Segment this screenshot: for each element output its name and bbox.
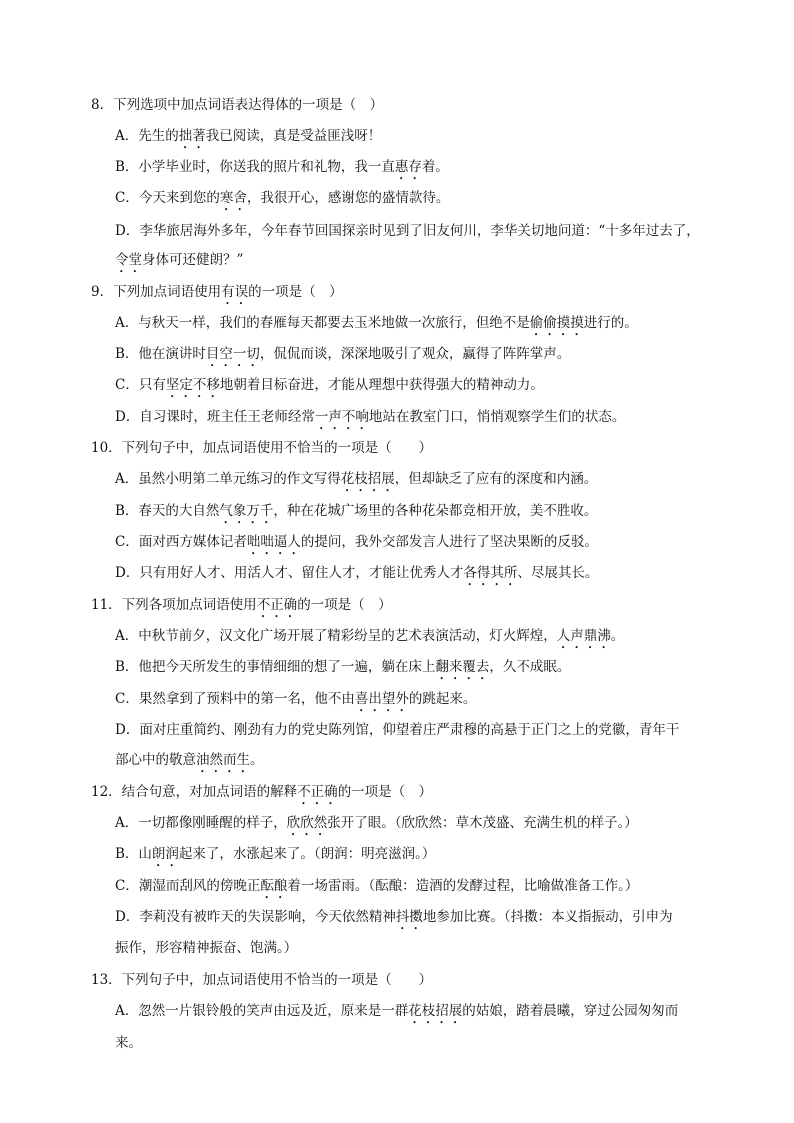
question-12-option-c: C．潮湿而刮风的傍晚正酝酿着一场雷雨。（酝酿：造酒的发酵过程，比喻做准备工作。） xyxy=(115,878,639,894)
question-13-stem: 13．下列句子中，加点词语使用不恰当的一项是（ ） xyxy=(91,972,433,988)
question-10-option-b: B．春天的大自然气象万千，种在花城广场里的各种花朵都竞相开放，美不胜收。 xyxy=(115,503,598,519)
question-8-stem: 8．下列选项中加点词语表达得体的一项是（ ） xyxy=(91,97,384,113)
question-9-option-d: D．自习课时，班主任王老师经常一声不响地站在教室门口，悄悄观察学生们的状态。 xyxy=(115,409,626,425)
question-8-option-b: B．小学毕业时，你送我的照片和礼物，我一直惠存着。 xyxy=(115,159,449,175)
question-12-option-d: D．李莉没有被昨天的失误影响，今天依然精神抖擞地参加比赛。（抖擞：本义指振动，引申为 xyxy=(115,909,673,925)
question-8-option-a: A．先生的拙著我已阅读，真是受益匪浅呀！ xyxy=(115,128,382,144)
question-9-option-a: A．与秋天一样，我们的春雁每天都要去玉米地做一次旅行，但绝不是偷偷摸摸进行的。 xyxy=(115,315,638,331)
question-11-option-d-continued: 部心中的敬意油然而生。 xyxy=(115,752,264,768)
question-8-option-c: C．今天来到您的寒舍，我很开心，感谢您的盛情款待。 xyxy=(115,190,450,206)
question-11-option-d: D．面对庄重简约、刚劲有力的党史陈列馆，仰望着庄严肃穆的高悬于正门之上的党徽，青年干 xyxy=(115,722,680,738)
question-9-option-b: B．他在演讲时目空一切，侃侃而谈，深深地吸引了观众，赢得了阵阵掌声。 xyxy=(115,346,571,362)
question-11-option-c: C．果然拿到了预料中的第一名，他不由喜出望外的跳起来。 xyxy=(115,691,477,707)
question-11-stem: 11．下列各项加点词语使用不正确的一项是（ ） xyxy=(91,597,392,613)
question-10-option-d: D．只有用好人才、用活人才、留住人才，才能让优秀人才各得其所、尽展其长。 xyxy=(115,565,599,581)
question-13-option-a-continued: 来。 xyxy=(115,1035,142,1051)
question-12-stem: 12．结合句意，对加点词语的解释不正确的一项是（ ） xyxy=(91,784,433,800)
question-12-option-a: A．一切都像刚睡醒的样子，欣欣然张开了眼。（欣欣然：草木茂盛、充满生机的样子。） xyxy=(115,815,638,831)
question-11-option-b: B．他把今天所发生的事情细细的想了一遍，躺在床上翻来覆去，久不成眠。 xyxy=(115,659,571,675)
question-11-option-a: A．中秋节前夕，汉文化广场开展了精彩纷呈的艺术表演活动，灯火辉煌，人声鼎沸。 xyxy=(115,628,625,644)
question-13-option-a: A．忽然一片银铃般的笑声由远及近，原来是一群花枝招展的姑娘，踏着晨曦，穿过公园匆匆而 xyxy=(115,1003,679,1019)
question-12-option-b: B．山朗润起来了，水涨起来了。（朗润：明亮滋润。） xyxy=(115,846,436,862)
question-10-option-a: A．虽然小明第二单元练习的作文写得花枝招展，但却缺乏了应有的深度和内涵。 xyxy=(115,471,598,487)
question-10-stem: 10．下列句子中，加点词语使用不恰当的一项是（ ） xyxy=(91,440,433,456)
question-8-option-d-continued: 令堂身体可还健朗？” xyxy=(115,252,244,268)
question-8-option-d: D．李华旅居海外多年，今年春节回国探亲时见到了旧友何川，李华关切地问道：“十多年过去了， xyxy=(115,223,700,239)
question-9-option-c: C．只有坚定不移地朝着目标奋进，才能从理想中获得强大的精神动力。 xyxy=(115,377,544,393)
question-12-option-d-continued: 振作，形容精神振奋、饱满。） xyxy=(115,940,298,956)
question-9-stem: 9．下列加点词语使用有误的一项是（ ） xyxy=(91,284,343,300)
question-10-option-c: C．面对西方媒体记者咄咄逼人的提问，我外交部发言人进行了坚决果断的反驳。 xyxy=(115,534,598,550)
